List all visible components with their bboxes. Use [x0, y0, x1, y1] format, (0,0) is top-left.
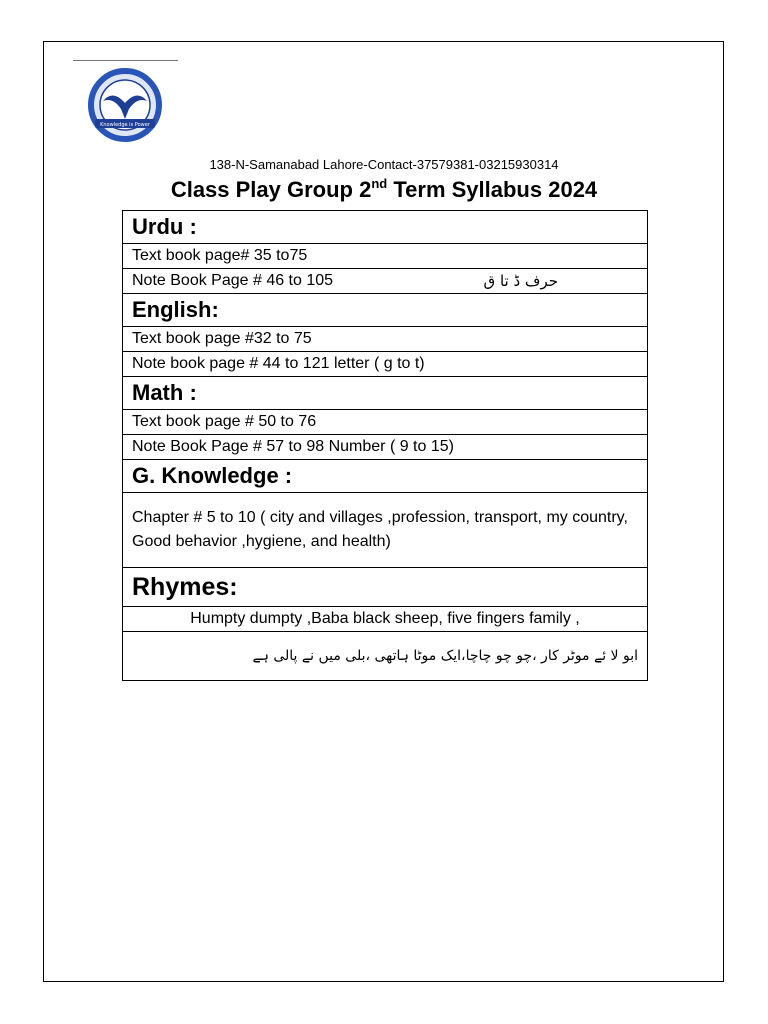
urdu-line-2-urdu: حرف ڈ تا ق — [483, 272, 558, 290]
english-row-1 — [123, 327, 648, 352]
title-part2: Term Syllabus 2024 — [387, 177, 598, 202]
page-title — [0, 176, 768, 203]
english-heading-row — [123, 294, 648, 327]
math-line-2: Note Book Page # 57 to 98 Number ( 9 to 15) — [123, 435, 648, 460]
gk-heading-row — [123, 460, 648, 493]
urdu-line-2: Note Book Page # 46 to 105 — [132, 272, 334, 289]
rhymes-row-1 — [123, 607, 648, 632]
english-row-2 — [123, 352, 648, 377]
urdu-heading-row — [123, 211, 648, 244]
title-part1: Class Play Group 2 — [170, 177, 372, 202]
math-heading: Math : — [123, 377, 648, 410]
syllabus-table — [122, 210, 648, 681]
urdu-line-2-cell — [123, 269, 648, 294]
urdu-row-2 — [123, 269, 648, 294]
english-line-2: Note book page # 44 to 121 letter ( g to t) — [123, 352, 648, 377]
school-logo — [73, 60, 178, 146]
urdu-line-1: Text book page# 35 to75 — [123, 244, 648, 269]
gk-heading: G. Knowledge : — [123, 460, 648, 493]
rhymes-row-2 — [123, 632, 648, 681]
math-heading-row — [123, 377, 648, 410]
title-sup: nd — [371, 176, 388, 191]
rhymes-line-2-urdu: ابو لا ئے موٹر کار ،چو چو چاچا،ایک موٹا ہاتھی ،بلی میں نے پالی ہے — [123, 632, 648, 681]
math-row-2 — [123, 435, 648, 460]
english-heading: English: — [123, 294, 648, 327]
rhymes-heading-row — [123, 568, 648, 607]
math-line-1: Text book page # 50 to 76 — [123, 410, 648, 435]
urdu-heading: Urdu : — [123, 211, 648, 244]
english-line-1: Text book page #32 to 75 — [123, 327, 648, 352]
rhymes-heading: Rhymes: — [123, 568, 648, 607]
school-address: 138-N-Samanabad Lahore-Contact-37579381-03215930314 — [209, 157, 559, 172]
gk-line-1: Chapter # 5 to 10 ( city and villages ,profession, transport, my country, Good behavior ,hygiene, and health) — [123, 493, 648, 568]
gk-row-1 — [123, 493, 648, 568]
rhymes-line-1: Humpty dumpty ,Baba black sheep, five fingers family , — [123, 607, 648, 632]
math-row-1 — [123, 410, 648, 435]
logo-ribbon-text: Knowledge is Power — [100, 122, 150, 128]
urdu-row-1 — [123, 244, 648, 269]
